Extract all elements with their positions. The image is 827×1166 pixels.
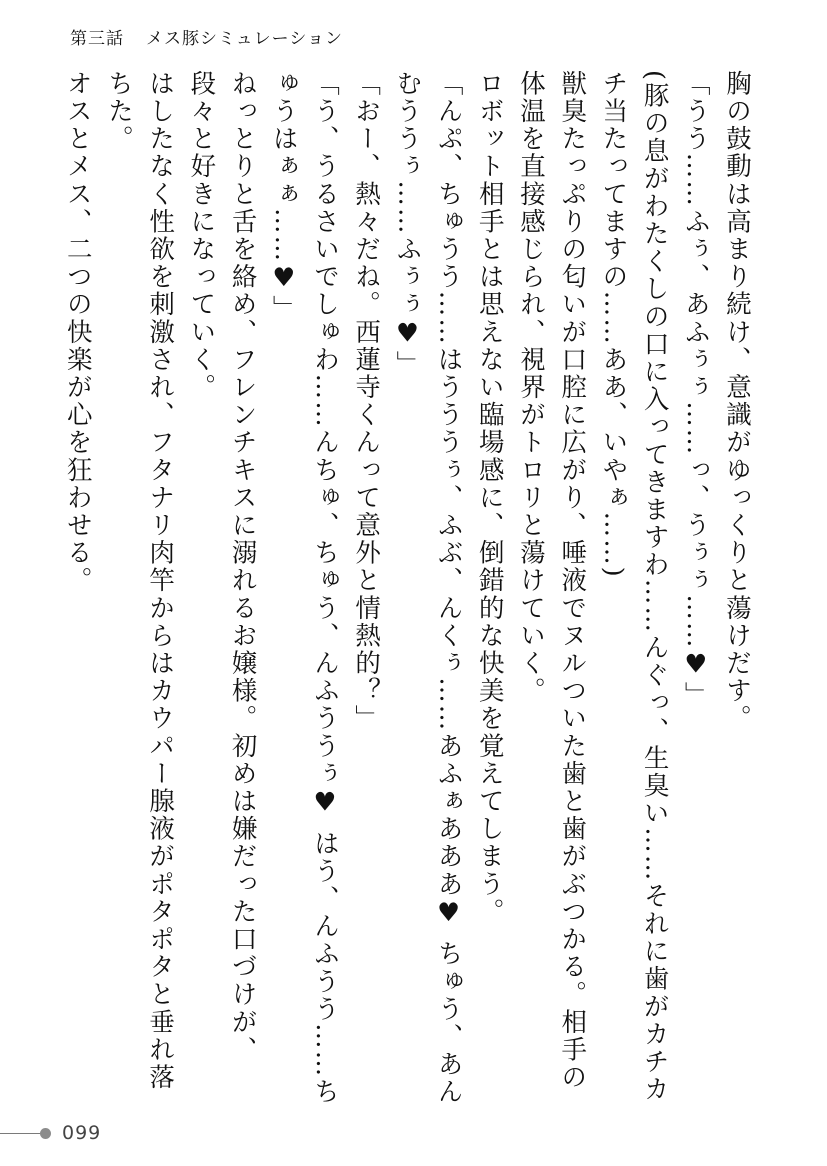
chapter-label: 第三話 [70,29,124,49]
paragraph-10: はしたなく性欲を刺激され、フタナリ肉竿からはカウパー腺液がポタポタと垂れ落ちた。 [103,70,176,1092]
folio-dot-icon [40,1128,51,1139]
paragraph-3: (豚の息がわたくしの口に入ってきますわ……んぐっ、生臭い……それに歯がカチカチ当たってますの……ああ、いやぁ……) [598,70,670,1104]
folio-rule [0,1133,44,1134]
paragraph-5: ロボット相手とは思えない臨場感に、倒錯的な快美を覚えてしまう。 [474,70,505,926]
paragraph-1: 胸の鼓動は高まり続け、意識がゆっくりと蕩けだす。 [722,70,752,733]
page-number: 099 [62,1122,102,1144]
running-head [70,24,343,49]
paragraph-7: 「おー、熱々だね。西蓮寺くんって意外と情熱的？」 [351,70,382,733]
paragraph-11: オスとメス、二つの快楽が心を狂わせる。 [62,70,93,595]
paragraph-6: 「んぷ、ちゅうう……はうううぅ、ふぶ、んくぅ……あふぁあああ♥ ちゅう、あんむううぅ……ふぅぅ♥」 [392,70,464,1106]
chapter-title: メス豚シミュレーション [146,29,343,49]
paragraph-4: 獣臭たっぷりの匂いが口腔に広がり、唾液でヌルついた歯と歯がぶつかる。相手の体温を直接感じられ、視界がトロリと蕩けていく。 [515,70,588,1092]
page-folio [0,1121,120,1145]
novel-body-text [62,70,757,1115]
paragraph-9: ねっとりと舌を絡め、フレンチキスに溺れるお嬢様。初めは嫌だった口づけが、段々と好きになっていく。 [186,70,258,1064]
paragraph-2: 「うう……ふぅ、あふぅぅ……っ、うぅぅ……♥」 [680,70,711,710]
paragraph-8: 「う、うるさいでしゅわ……んちゅ、ちゅう、んふううぅ♥ はう、んふうう……ちゅうはぁぁ……♥」 [268,70,340,1106]
